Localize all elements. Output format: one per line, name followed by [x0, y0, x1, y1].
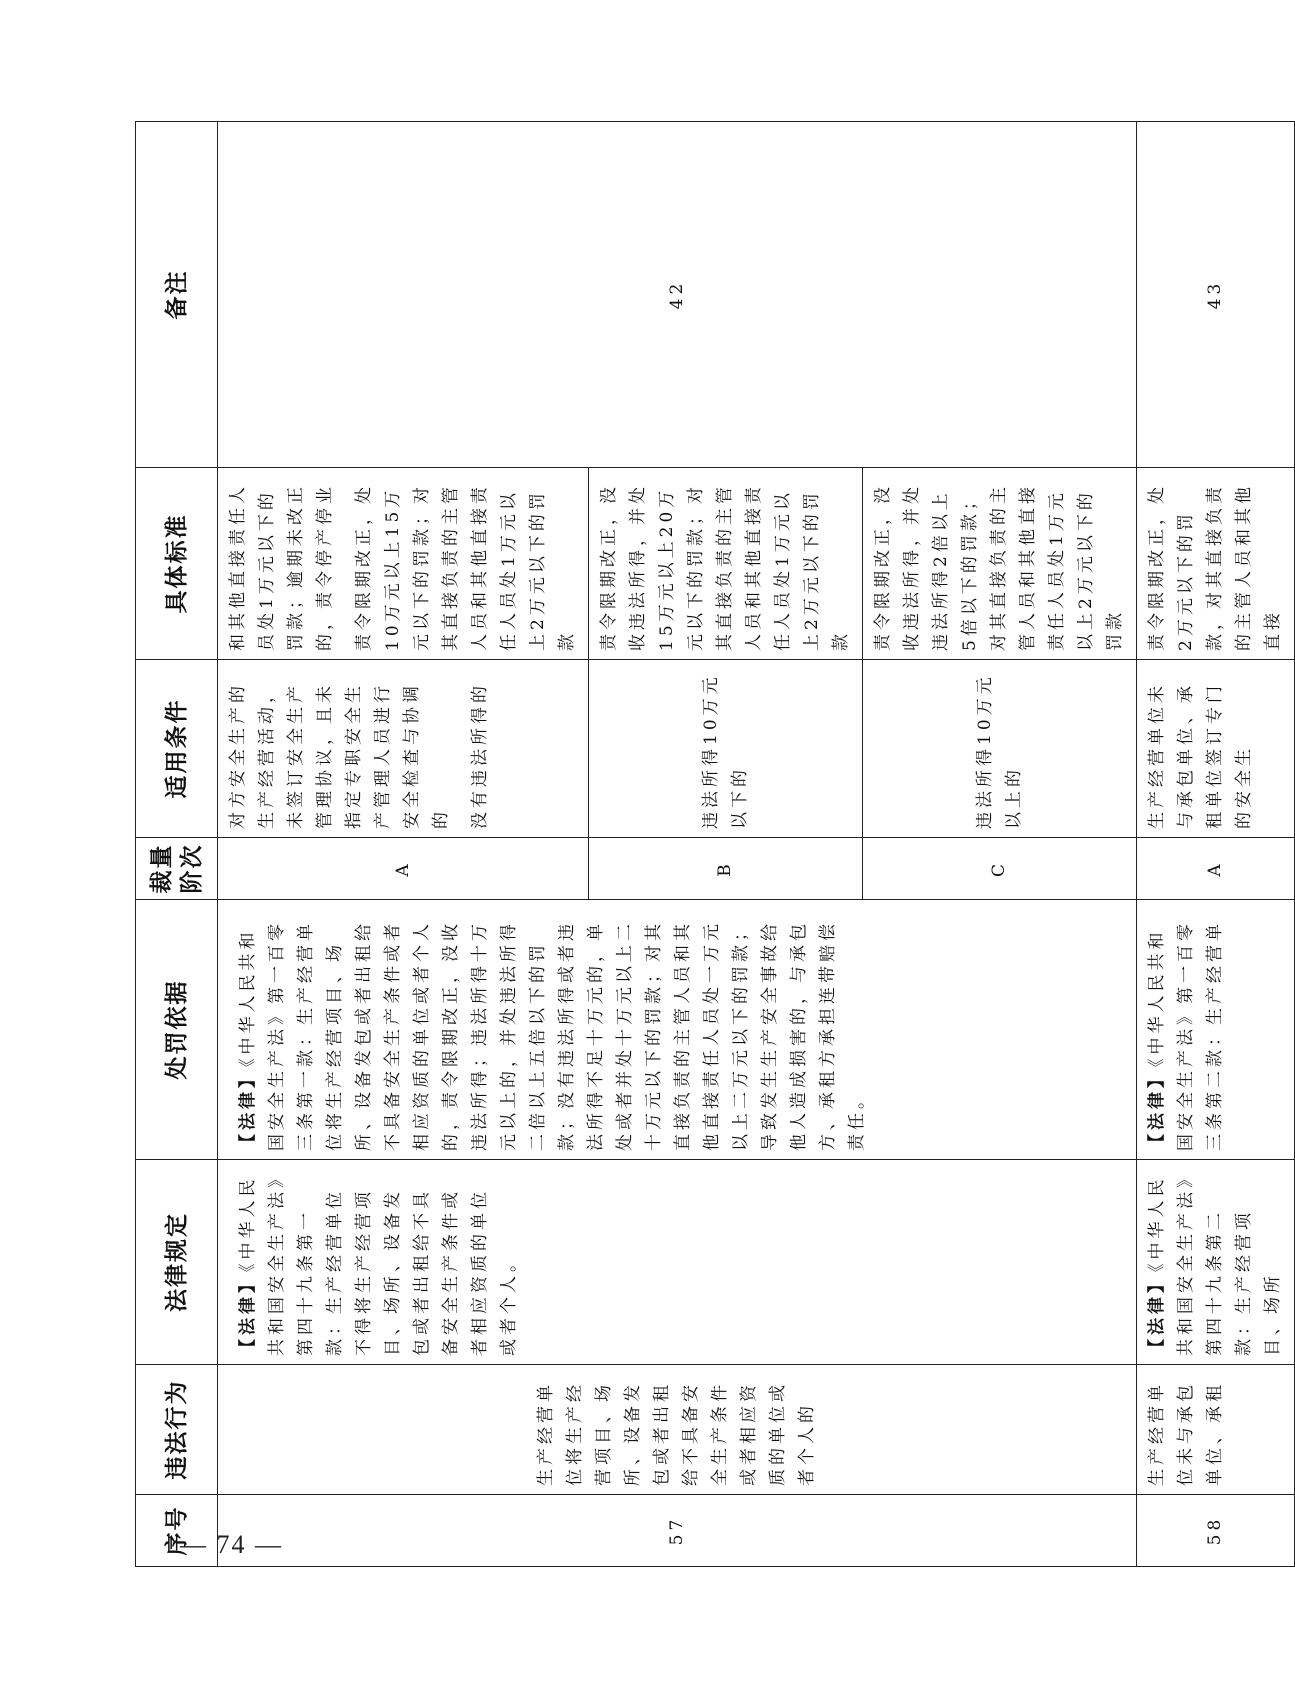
row-57-level-b: B	[589, 838, 863, 900]
row-57-legal-lead: 【法律】	[238, 1272, 258, 1356]
row-57-seq: 57	[218, 1495, 1137, 1567]
row-58-penalty-basis	[1137, 900, 1295, 1160]
page-number: — 74 —	[180, 1530, 283, 1559]
row-57-legal-provision	[218, 1160, 1137, 1365]
rotated-table-sheet	[135, 122, 1283, 1567]
row-57-basis-text: 《中华人民共和国安全生产法》第一百零三条第一款：生产经营单位将生产经营项目、场所、设备发包或者出租给不具备安全生产条件或者相应资质的单位或者个人的，责令限期改正，没收违法所得；违法所得十万元以上的，并处违法所得二倍以上五倍以下的罚款；没有违法所得或者违法所得不足十万元的，单处或者并处十万元以上二十万元以下的罚款；对其直接负责的主管人员和其他直接责任人员处一万元以上二万元以下的罚款；导致发生生产安全事故给他人造成损害的，与承包方、承租方承担连带赔偿责任。	[238, 920, 867, 1151]
row-57-remarks: 42	[218, 122, 1137, 468]
row-57-condition-b: 违法所得10万元以下的	[589, 660, 863, 838]
row-58-violation: 生产经营单位未与承包单位、承租	[1137, 1365, 1295, 1495]
row-57-standard-b: 责令限期改正，没收违法所得，并处15万元以上20万元以下的罚款；对其直接负责的主管人员和其他直接责任人员处1万元以上2万元以下的罚款	[589, 468, 863, 660]
header-row	[136, 122, 218, 1567]
header-discretion-level: 裁量阶次	[136, 838, 218, 900]
row-58-legal-text: 《中华人民共和国安全生产法》第四十九条第二款：生产经营项目、场所	[1147, 1175, 1283, 1356]
table-row	[218, 122, 589, 1567]
row-57-level-c: C	[863, 838, 1137, 900]
header-legal-provision: 法律规定	[136, 1160, 218, 1365]
row-58-condition: 生产经营单位未与承包单位、承租单位签订专门的安全生	[1137, 660, 1295, 838]
row-57-standard-a	[218, 468, 589, 660]
row-58-legal-lead: 【法律】	[1147, 1272, 1167, 1356]
row-57-standard-c: 责令限期改正，没收违法所得，并处违法所得2倍以上5倍以下的罚款；对其直接负责的主管人员和其他直接责任人员处1万元以上2万元以下的罚款	[863, 468, 1137, 660]
header-conditions: 适用条件	[136, 660, 218, 838]
condition-a-text: 没有违法所得的	[470, 682, 490, 829]
row-57-penalty-basis	[218, 900, 1137, 1160]
row-58-basis-lead: 【法律】	[1147, 1067, 1167, 1151]
standard-a-text: 责令限期改正，处10万元以上15万元以下的罚款；对其直接负责的主管人员和其他直接责任人员处1万元以上2万元以下的罚款	[354, 483, 577, 651]
row-58-level: A	[1137, 838, 1295, 900]
header-seq: 序号	[136, 1495, 218, 1567]
row-58-seq: 58	[1137, 1495, 1295, 1567]
row-57-level-a: A	[218, 838, 589, 900]
prev-page-condition: 对方安全生产的生产经营活动，未签订安全生产管理协议，且未指定专职安全生产管理人员进行安全检查与协调的	[228, 682, 451, 829]
row-57-violation: 生产经营单位将生产经营项目、场所、设备发包或者出租给不具备安全生产条件或者相应资质的单位或者个人的	[218, 1365, 1137, 1495]
header-remarks: 备注	[136, 122, 218, 468]
row-58-standard: 责令限期改正，处2万元以下的罚款，对其直接负责的主管人员和其他直接	[1137, 468, 1295, 660]
row-58-basis-text: 《中华人民共和国安全生产法》第一百零三条第二款：生产经营单	[1147, 920, 1225, 1151]
penalty-discretion-table	[135, 121, 1295, 1567]
row-57-condition-c: 违法所得10万元以上的	[863, 660, 1137, 838]
row-57-basis-lead: 【法律】	[238, 1067, 258, 1151]
prev-page-standard: 和其他直接责任人员处1万元以下的罚款；逾期未改正的，责令停产停业	[228, 483, 335, 651]
header-standard: 具体标准	[136, 468, 218, 660]
row-58-legal-provision	[1137, 1160, 1295, 1365]
row-58-remarks: 43	[1137, 122, 1295, 468]
row-57-condition-a	[218, 660, 589, 838]
table-row	[1137, 122, 1295, 1567]
row-57-legal-text: 《中华人民共和国安全生产法》第四十九条第一款：生产经营单位不得将生产经营项目、场所、设备发包或者出租给不具备安全生产条件或者相应资质的单位或者个人。	[238, 1175, 519, 1356]
header-penalty-basis: 处罚依据	[136, 900, 218, 1160]
header-violation: 违法行为	[136, 1365, 218, 1495]
